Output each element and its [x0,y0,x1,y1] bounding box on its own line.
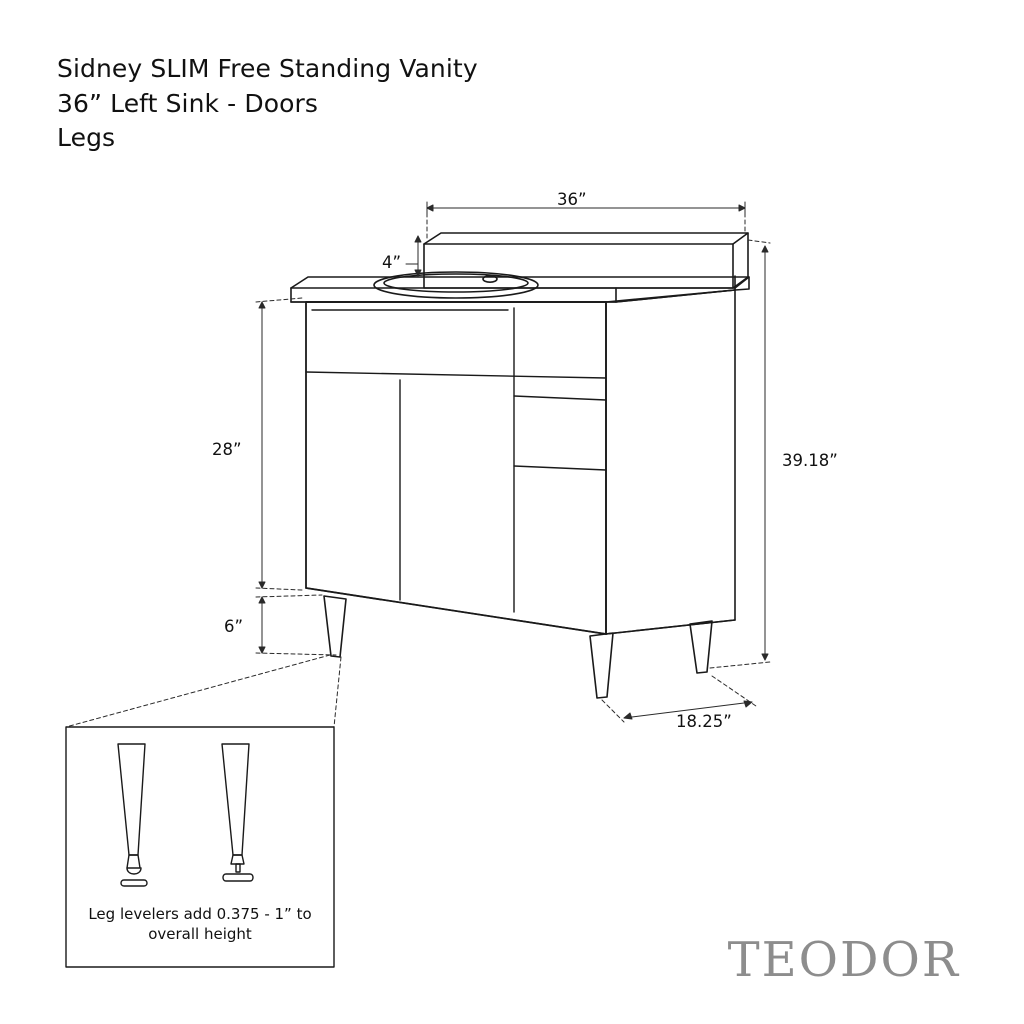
title-line-2: 36” Left Sink - Doors [57,88,318,118]
leg-front-left [324,596,346,657]
leg-leveler-note-line-1: Leg levelers add 0.375 - 1” to [88,905,312,923]
title-line-1: Sidney SLIM Free Standing Vanity [57,54,478,83]
cabinet-side-face [606,290,735,634]
dimension-label-depth: 18.25” [676,712,732,731]
dimension-backsplash-4 [406,236,421,276]
leg-back-right [690,621,712,673]
dimension-label-width: 36” [557,190,587,209]
dimension-cabinet-height-28 [256,298,302,590]
title-line-3: Legs [57,123,116,152]
dimension-label-leg-height: 6” [224,617,244,636]
callout-leader-lines [66,655,341,727]
front-panel-divisions [306,308,606,612]
dimension-label-backsplash: 4” [382,253,402,272]
countertop-shape [291,276,749,302]
leg-front-right [590,633,613,698]
backsplash-shape [424,233,748,288]
dimension-leg-height-6 [256,595,336,655]
leg-leveler-note-line-2: overall height [148,924,252,943]
dimension-label-cabinet-height: 28” [212,440,242,459]
leg-leveler-note [70,905,330,944]
brand-logo: TEODOR [727,932,960,988]
dimension-label-overall-height: 39.18” [782,451,838,470]
dimension-overall-height [710,240,770,668]
cabinet-bottom-edge [306,588,735,634]
sink-basin [374,272,538,298]
